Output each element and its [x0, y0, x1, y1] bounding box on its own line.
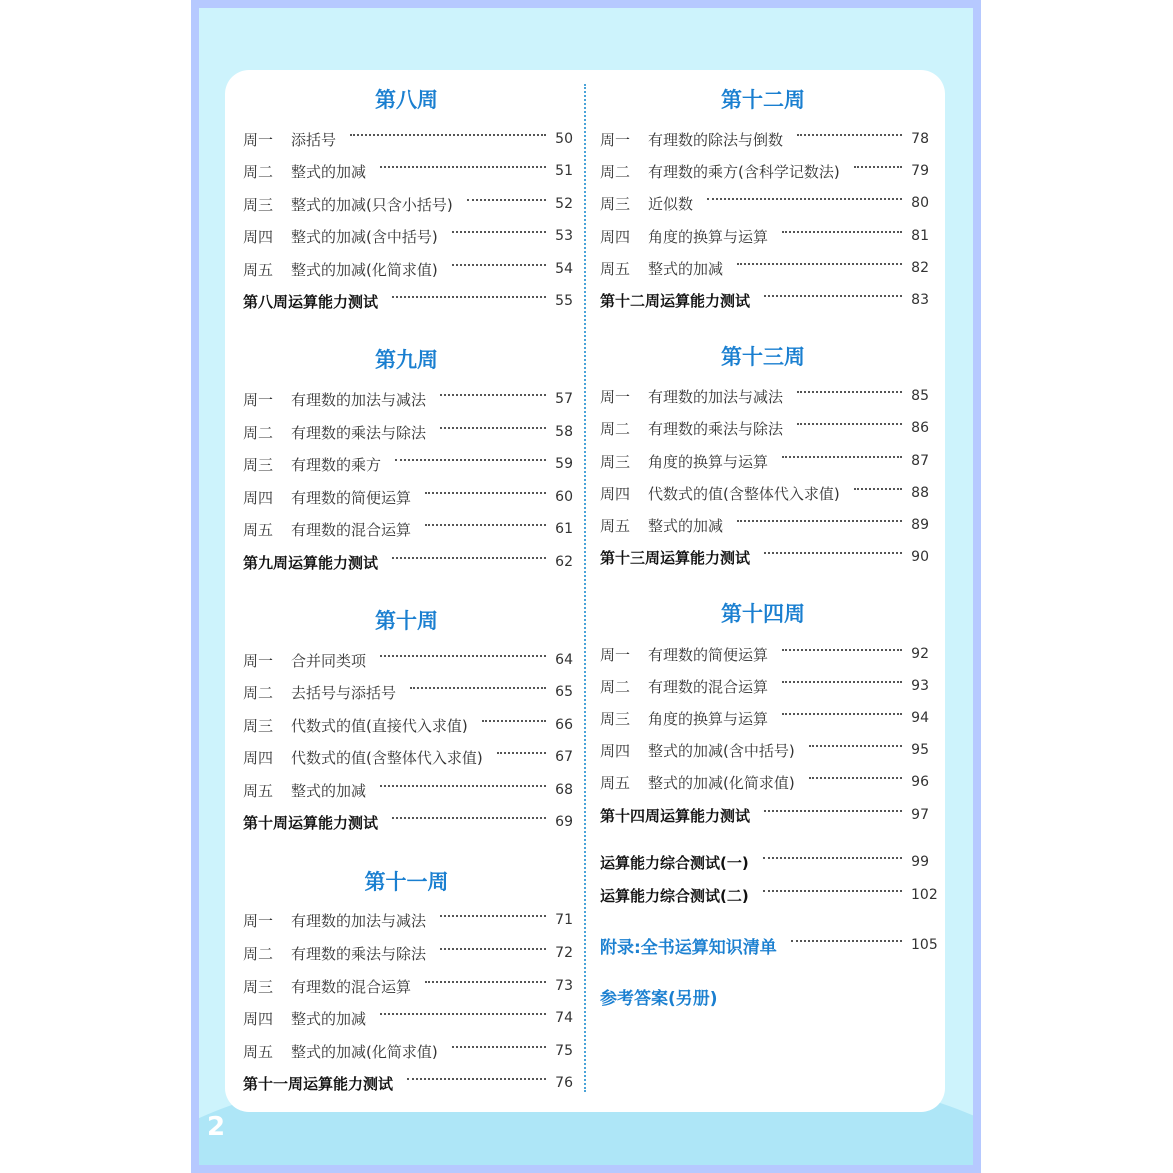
week-heading: 第十一周 — [364, 870, 449, 894]
entry-title: 有理数的加法与减法 — [291, 390, 427, 409]
leader-dots — [452, 264, 546, 266]
leader-dots — [809, 777, 902, 779]
weekday-label: 周二 — [243, 162, 274, 181]
weekly-test-entry[interactable] — [243, 1072, 573, 1094]
leader-dots — [737, 520, 902, 522]
entry-title: 有理数的混合运算 — [291, 520, 412, 539]
toc-entry[interactable] — [600, 675, 929, 697]
leader-dots — [407, 1078, 546, 1080]
entry-title: 整式的加减(化简求值) — [291, 1042, 438, 1061]
toc-entry[interactable] — [243, 486, 573, 508]
weekday-label: 周五 — [600, 259, 631, 278]
page-number-ref: 105 — [911, 937, 938, 953]
page-number-ref: 88 — [911, 485, 929, 501]
weekly-test-entry[interactable] — [600, 289, 929, 311]
entry-title: 去括号与添括号 — [291, 683, 397, 702]
column-divider — [584, 84, 586, 1092]
leader-dots — [854, 166, 902, 168]
toc-entry[interactable] — [243, 128, 573, 150]
weekday-label: 周四 — [243, 1009, 274, 1028]
weekday-label: 周三 — [600, 452, 631, 471]
entry-title: 整式的加减(化简求值) — [648, 773, 795, 792]
weekday-label: 周三 — [243, 455, 274, 474]
weekday-label: 周三 — [600, 709, 631, 728]
leader-dots — [380, 1013, 546, 1015]
leader-dots — [392, 817, 546, 819]
leader-dots — [425, 981, 546, 983]
answers-note: 参考答案(另册) — [600, 989, 718, 1009]
page-number-ref: 89 — [911, 517, 929, 533]
page-number-ref: 68 — [555, 782, 573, 798]
entry-title: 运算能力综合测试(二) — [600, 886, 749, 905]
weekday-label: 周二 — [243, 423, 274, 442]
weekday-label: 周四 — [243, 227, 274, 246]
toc-entry[interactable] — [243, 421, 573, 443]
entry-title: 附录:全书运算知识清单 — [600, 937, 777, 958]
leader-dots — [395, 459, 546, 461]
page-number-ref: 50 — [555, 131, 573, 147]
week-heading: 第十周 — [375, 609, 438, 633]
page-number-ref: 94 — [911, 710, 929, 726]
page-number-ref: 72 — [555, 945, 573, 961]
entry-title: 第十三周运算能力测试 — [600, 548, 751, 567]
leader-dots — [380, 785, 546, 787]
leader-dots — [797, 391, 902, 393]
entry-title: 代数式的值(含整体代入求值) — [648, 484, 840, 503]
leader-dots — [782, 456, 902, 458]
week-heading: 第八周 — [375, 88, 438, 112]
page-number-ref: 81 — [911, 228, 929, 244]
leader-dots — [467, 199, 546, 201]
leader-dots — [380, 655, 546, 657]
page-number-ref: 80 — [911, 195, 929, 211]
leader-dots — [410, 687, 546, 689]
entry-title: 有理数的混合运算 — [648, 677, 769, 696]
toc-entry[interactable] — [243, 258, 573, 280]
entry-title: 第十四周运算能力测试 — [600, 806, 751, 825]
page-number-ref: 78 — [911, 131, 929, 147]
page-number-ref: 73 — [555, 978, 573, 994]
leader-dots — [791, 940, 902, 942]
toc-entry[interactable] — [243, 225, 573, 247]
toc-entry[interactable] — [600, 128, 929, 150]
toc-entry[interactable] — [243, 649, 573, 671]
page-number-ref: 53 — [555, 228, 573, 244]
entry-title: 第十周运算能力测试 — [243, 813, 379, 832]
weekly-test-entry[interactable] — [600, 546, 929, 568]
leader-dots — [482, 720, 546, 722]
comprehensive-test-entry[interactable] — [600, 851, 929, 873]
toc-entry[interactable] — [243, 681, 573, 703]
page-number-ref: 71 — [555, 912, 573, 928]
toc-entry[interactable] — [600, 643, 929, 665]
page-number-ref: 52 — [555, 196, 573, 212]
page-number-ref: 99 — [911, 854, 929, 870]
toc-entry[interactable] — [243, 909, 573, 931]
weekday-label: 周五 — [600, 516, 631, 535]
toc-entry[interactable] — [243, 388, 573, 410]
entry-title: 有理数的加法与减法 — [648, 387, 784, 406]
entry-title: 有理数的乘方 — [291, 455, 382, 474]
toc-entry[interactable] — [243, 779, 573, 801]
leader-dots — [782, 231, 902, 233]
page-number-ref: 69 — [555, 814, 573, 830]
leader-dots — [737, 263, 902, 265]
weekly-test-entry[interactable] — [243, 290, 573, 312]
toc-entry[interactable] — [243, 714, 573, 736]
leader-dots — [440, 394, 546, 396]
entry-title: 角度的换算与运算 — [648, 452, 769, 471]
weekly-test-entry[interactable] — [243, 811, 573, 833]
page-number-ref: 57 — [555, 391, 573, 407]
leader-dots — [497, 752, 546, 754]
leader-dots — [440, 427, 546, 429]
page-number-ref: 93 — [911, 678, 929, 694]
week-heading: 第十二周 — [721, 88, 805, 112]
entry-title: 有理数的加法与减法 — [291, 911, 427, 930]
weekday-label: 周三 — [243, 716, 274, 735]
toc-entry[interactable] — [243, 160, 573, 182]
leader-dots — [763, 890, 902, 892]
entry-title: 代数式的值(直接代入求值) — [291, 716, 468, 735]
entry-title: 第九周运算能力测试 — [243, 553, 379, 572]
weekday-label: 周一 — [600, 645, 631, 664]
leader-dots — [797, 423, 902, 425]
entry-title: 代数式的值(含整体代入求值) — [291, 748, 483, 767]
page-number-ref: 55 — [555, 293, 573, 309]
page-number-ref: 95 — [911, 742, 929, 758]
leader-dots — [392, 557, 546, 559]
leader-dots — [782, 649, 902, 651]
leader-dots — [797, 134, 902, 136]
entry-title: 角度的换算与运算 — [648, 227, 769, 246]
page-number-ref: 102 — [911, 887, 938, 903]
weekday-label: 周四 — [600, 227, 631, 246]
page-number-ref: 61 — [555, 521, 573, 537]
leader-dots — [380, 166, 546, 168]
page-number-ref: 85 — [911, 388, 929, 404]
entry-title: 整式的加减 — [291, 162, 367, 181]
entry-title: 整式的加减(只含小括号) — [291, 195, 453, 214]
toc-entry[interactable] — [600, 192, 929, 214]
page-number-ref: 83 — [911, 292, 929, 308]
weekly-test-entry[interactable] — [600, 804, 929, 826]
weekday-label: 周四 — [600, 484, 631, 503]
toc-entry[interactable] — [243, 746, 573, 768]
entry-title: 有理数的混合运算 — [291, 977, 412, 996]
entry-title: 第十一周运算能力测试 — [243, 1074, 394, 1093]
entry-title: 整式的加减(化简求值) — [291, 260, 438, 279]
page-number-ref: 65 — [555, 684, 573, 700]
page-number-ref: 90 — [911, 549, 929, 565]
appendix-entry[interactable] — [600, 934, 938, 958]
page-number-ref: 86 — [911, 420, 929, 436]
page-number: 2 — [207, 1112, 226, 1142]
weekday-label: 周四 — [243, 748, 274, 767]
toc-entry[interactable] — [600, 514, 929, 536]
toc-entry[interactable] — [600, 707, 929, 729]
entry-title: 有理数的简便运算 — [291, 488, 412, 507]
toc-entry[interactable] — [243, 1007, 573, 1029]
leader-dots — [782, 713, 902, 715]
entry-title: 合并同类项 — [291, 651, 367, 670]
entry-title: 第八周运算能力测试 — [243, 292, 379, 311]
entry-title: 近似数 — [648, 194, 694, 213]
entry-title: 角度的换算与运算 — [648, 709, 769, 728]
toc-entry[interactable] — [243, 518, 573, 540]
page-number-ref: 79 — [911, 163, 929, 179]
page-number-ref: 96 — [911, 774, 929, 790]
leader-dots — [440, 915, 546, 917]
page-number-ref: 62 — [555, 554, 573, 570]
page-number-ref: 92 — [911, 646, 929, 662]
weekday-label: 周三 — [243, 977, 274, 996]
weekday-label: 周五 — [243, 260, 274, 279]
weekday-label: 周五 — [600, 773, 631, 792]
weekday-label: 周一 — [243, 390, 274, 409]
page-number-ref: 60 — [555, 489, 573, 505]
week-heading: 第九周 — [375, 348, 438, 372]
toc-entry[interactable] — [243, 1040, 573, 1062]
leader-dots — [452, 231, 546, 233]
page-number-ref: 75 — [555, 1043, 573, 1059]
toc-entry[interactable] — [600, 771, 929, 793]
page-number-ref: 97 — [911, 807, 929, 823]
page-number-ref: 67 — [555, 749, 573, 765]
toc-entry[interactable] — [600, 482, 929, 504]
page-number-ref: 58 — [555, 424, 573, 440]
leader-dots — [763, 857, 902, 859]
entry-title: 整式的加减 — [648, 259, 724, 278]
weekday-label: 周二 — [243, 683, 274, 702]
entry-title: 整式的加减(含中括号) — [648, 741, 795, 760]
leader-dots — [782, 681, 902, 683]
entry-title: 有理数的乘法与除法 — [648, 419, 784, 438]
weekday-label: 周五 — [243, 520, 274, 539]
weekday-label: 周三 — [243, 195, 274, 214]
weekday-label: 周三 — [600, 194, 631, 213]
week-heading: 第十三周 — [721, 345, 805, 369]
weekday-label: 周二 — [600, 162, 631, 181]
leader-dots — [764, 552, 902, 554]
weekday-label: 周一 — [243, 911, 274, 930]
entry-title: 第十二周运算能力测试 — [600, 291, 751, 310]
leader-dots — [392, 296, 546, 298]
leader-dots — [707, 198, 902, 200]
weekday-label: 周二 — [243, 944, 274, 963]
toc-entry[interactable] — [243, 975, 573, 997]
page-number-ref: 87 — [911, 453, 929, 469]
entry-title: 有理数的乘法与除法 — [291, 944, 427, 963]
leader-dots — [809, 745, 902, 747]
toc-entry[interactable] — [600, 257, 929, 279]
entry-title: 整式的加减 — [648, 516, 724, 535]
leader-dots — [425, 524, 546, 526]
entry-title: 运算能力综合测试(一) — [600, 853, 749, 872]
weekly-test-entry[interactable] — [243, 551, 573, 573]
page-number-ref: 64 — [555, 652, 573, 668]
entry-title: 添括号 — [291, 130, 337, 149]
leader-dots — [764, 810, 902, 812]
toc-entry[interactable] — [600, 160, 929, 182]
entry-title: 整式的加减 — [291, 1009, 367, 1028]
entry-title: 整式的加减 — [291, 781, 367, 800]
weekday-label: 周二 — [600, 677, 631, 696]
page-number-ref: 54 — [555, 261, 573, 277]
entry-title: 有理数的除法与倒数 — [648, 130, 784, 149]
leader-dots — [764, 295, 902, 297]
weekday-label: 周一 — [600, 387, 631, 406]
entry-title: 有理数的乘法与除法 — [291, 423, 427, 442]
weekday-label: 周四 — [600, 741, 631, 760]
toc-entry[interactable] — [243, 453, 573, 475]
toc-entry[interactable] — [600, 450, 929, 472]
entry-title: 有理数的简便运算 — [648, 645, 769, 664]
entry-title: 整式的加减(含中括号) — [291, 227, 438, 246]
weekday-label: 周一 — [600, 130, 631, 149]
page-number-ref: 76 — [555, 1075, 573, 1091]
page-number-ref: 66 — [555, 717, 573, 733]
weekday-label: 周一 — [243, 130, 274, 149]
entry-title: 有理数的乘方(含科学记数法) — [648, 162, 840, 181]
weekday-label: 周二 — [600, 419, 631, 438]
week-heading: 第十四周 — [721, 602, 805, 626]
comprehensive-test-entry[interactable] — [600, 884, 938, 906]
weekday-label: 周四 — [243, 488, 274, 507]
leader-dots — [854, 488, 902, 490]
leader-dots — [425, 492, 546, 494]
toc-entry[interactable] — [600, 225, 929, 247]
page-number-ref: 51 — [555, 163, 573, 179]
toc-entry[interactable] — [243, 193, 573, 215]
toc-entry[interactable] — [600, 739, 929, 761]
page-number-ref: 82 — [911, 260, 929, 276]
leader-dots — [452, 1046, 546, 1048]
weekday-label: 周五 — [243, 781, 274, 800]
page-number-ref: 74 — [555, 1010, 573, 1026]
page-number-ref: 59 — [555, 456, 573, 472]
leader-dots — [440, 948, 546, 950]
toc-entry[interactable] — [600, 417, 929, 439]
weekday-label: 周五 — [243, 1042, 274, 1061]
weekday-label: 周一 — [243, 651, 274, 670]
toc-entry[interactable] — [243, 942, 573, 964]
leader-dots — [350, 134, 546, 136]
toc-entry[interactable] — [600, 385, 929, 407]
